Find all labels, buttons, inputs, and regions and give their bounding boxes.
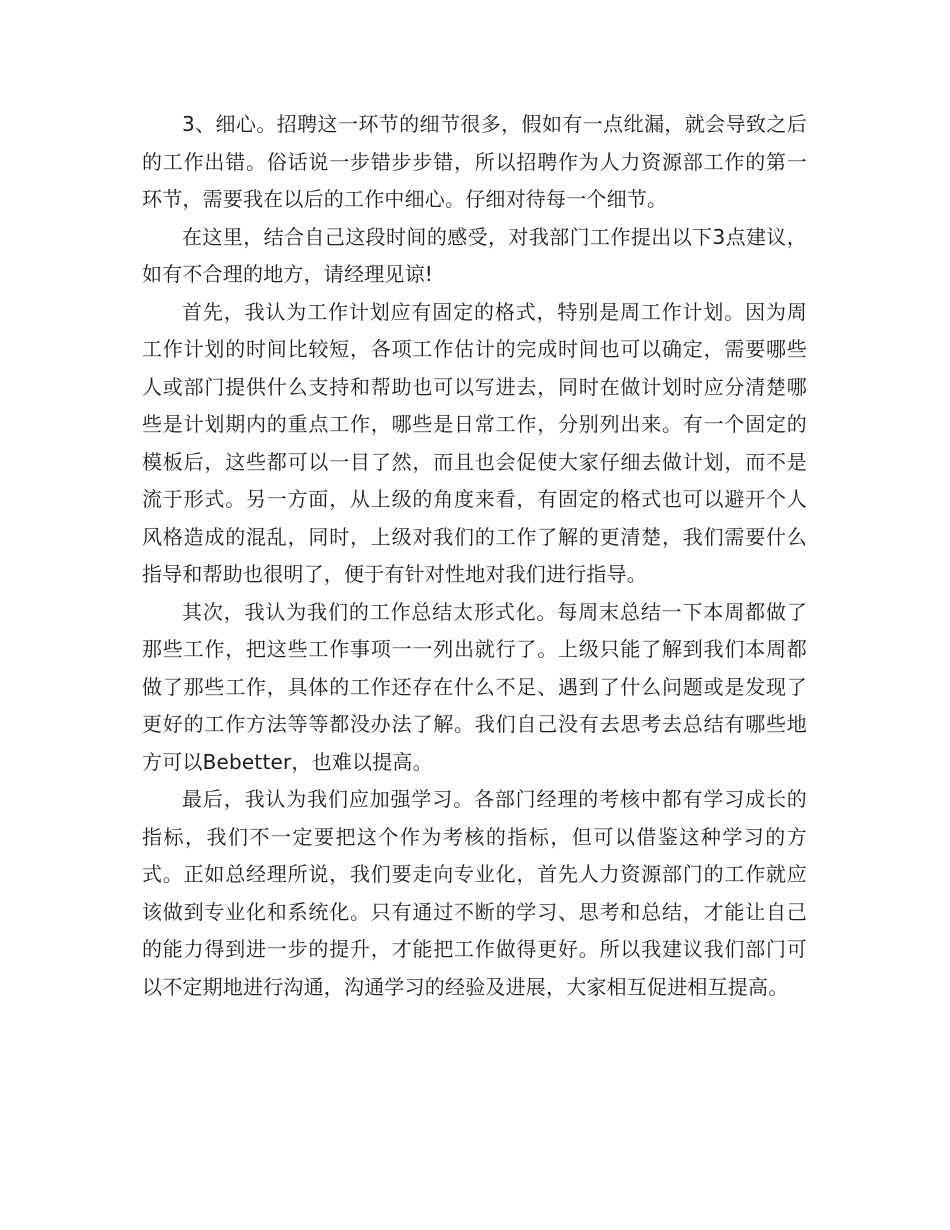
document-body (142, 106, 807, 1006)
paragraph-second-suggestion: 其次，我认为我们的工作总结太形式化。每周末总结一下本周都做了那些工作，把这些工作事项一一列出就行了。上级只能了解到我们本周都做了那些工作，具体的工作还存在什么不足、遇到了什么问题或是发现了更好的工作方法等等都没办法了解。我们自己没有去思考去总结有哪些地方可以Bebetter，也难以提高。 (142, 599, 807, 774)
paragraph-third-suggestion: 最后，我认为我们应加强学习。各部门经理的考核中都有学习成长的指标，我们不一定要把这个作为考核的指标，但可以借鉴这种学习的方式。正如总经理所说，我们要走向专业化，首先人力资源部门的工作就应该做到专业化和系统化。只有通过不断的学习、思考和总结，才能让自己的能力得到进一步的提升，才能把工作做得更好。所以我建议我们部门可以不定期地进行沟通，沟通学习的经验及进展，大家相互促进相互提高。 (142, 787, 807, 999)
paragraph-first-suggestion: 首先，我认为工作计划应有固定的格式，特别是周工作计划。因为周工作计划的时间比较短，各项工作估计的完成时间也可以确定，需要哪些人或部门提供什么支持和帮助也可以写进去，同时在做计划时应分清楚哪些是计划期内的重点工作，哪些是日常工作，分别列出来。有一个固定的模板后，这些都可以一目了然，而且也会促使大家仔细去做计划，而不是流于形式。另一方面，从上级的角度来看，有固定的格式也可以避开个人风格造成的混乱，同时，上级对我们的工作了解的更清楚，我们需要什么指导和帮助也很明了，便于有针对性地对我们进行指导。 (142, 299, 807, 586)
paragraph-attention-to-detail: 3、细心。招聘这一环节的细节很多，假如有一点纰漏，就会导致之后的工作出错。俗话说一步错步步错，所以招聘作为人力资源部工作的第一环节，需要我在以后的工作中细心。仔细对待每一个细节。 (142, 112, 807, 211)
paragraph-suggestions-intro: 在这里，结合自己这段时间的感受，对我部门工作提出以下3点建议，如有不合理的地方，请经理见谅! (142, 224, 807, 286)
